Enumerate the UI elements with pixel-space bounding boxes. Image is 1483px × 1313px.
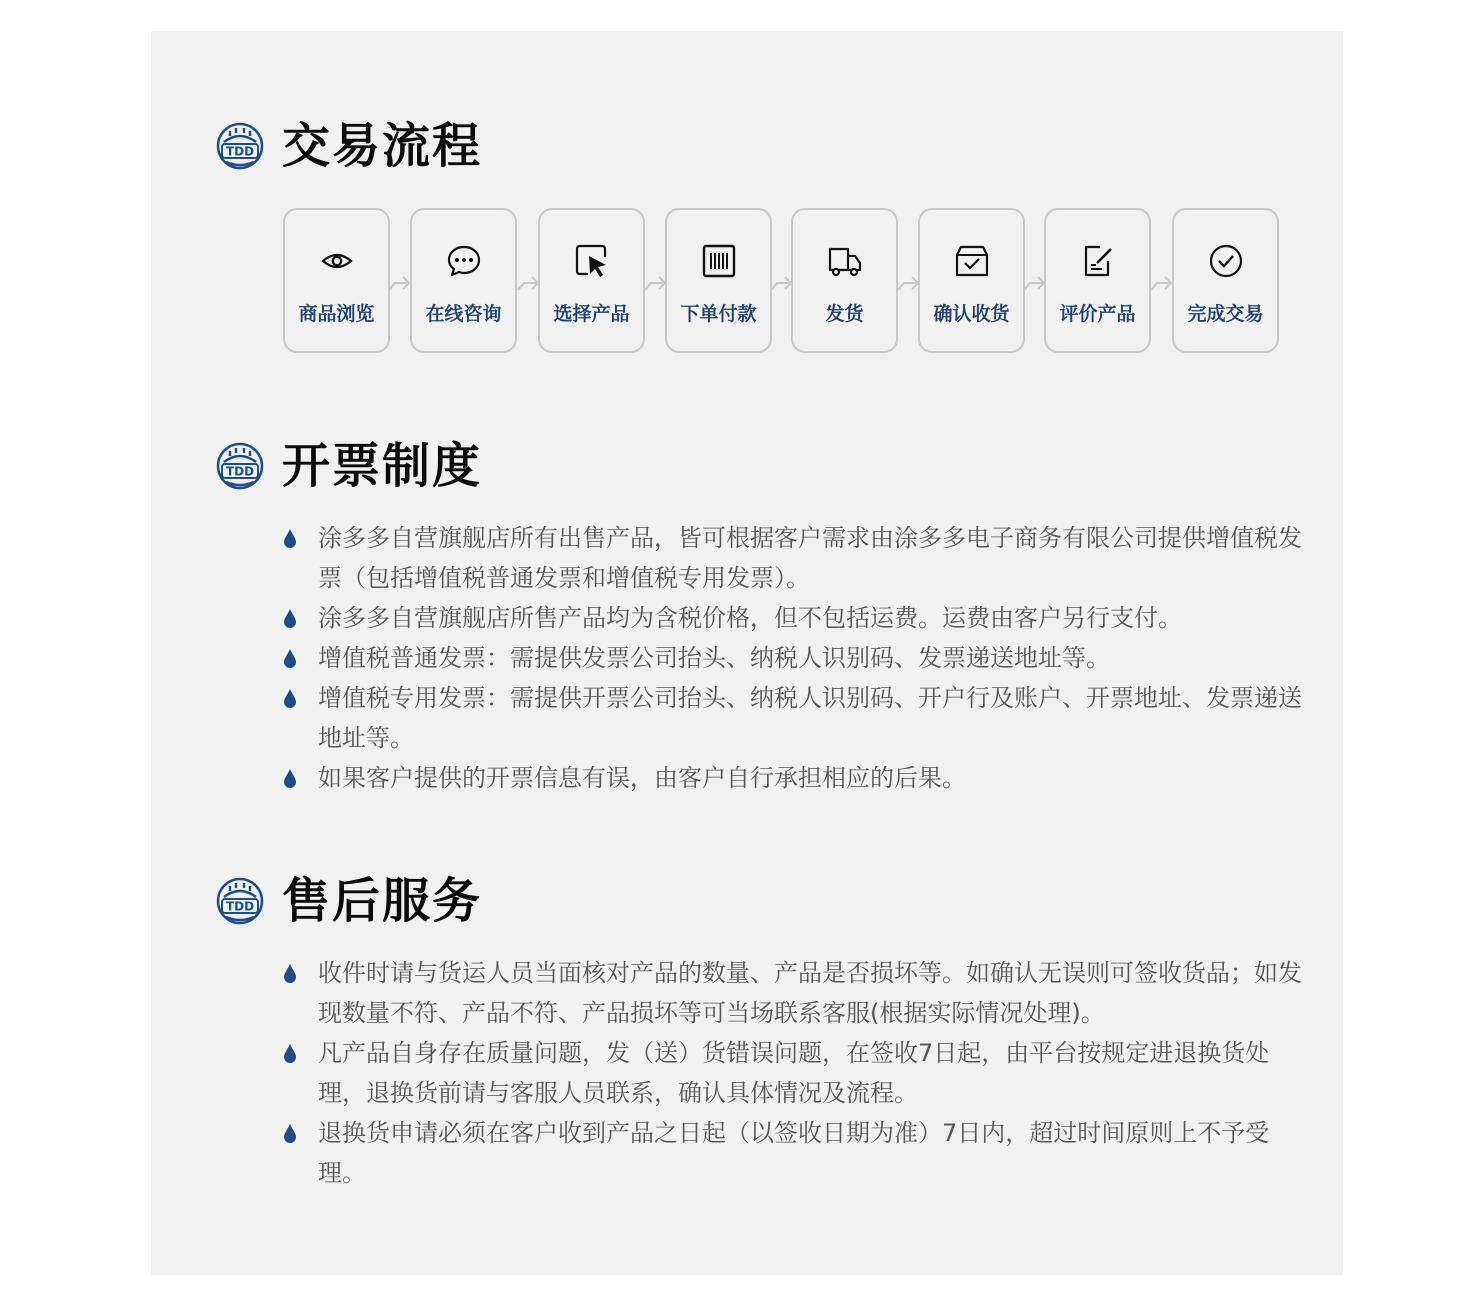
logo-text: TDD	[225, 899, 255, 914]
section-header-invoice	[216, 436, 482, 496]
delivery-truck-icon	[827, 243, 863, 279]
section-header-process	[216, 116, 482, 176]
list-item	[283, 1113, 1303, 1193]
list-item-text: 收件时请与货运人员当面核对产品的数量、产品是否损坏等。如确认无误则可签收货品；如发现数量不符、产品不符、产品损坏等可当场联系客服(根据实际情况处理)。	[318, 959, 1302, 1027]
list-item	[283, 1033, 1303, 1113]
aftersale-policy-list	[283, 953, 1303, 1193]
process-step-label: 确认收货	[933, 303, 1010, 325]
section-title-aftersale: 售后服务	[282, 873, 483, 929]
process-step-review	[1044, 208, 1151, 353]
water-drop-bullet-icon	[283, 688, 297, 709]
list-item-text: 凡产品自身存在质量问题，发（送）货错误问题，在签收7日起，由平台按规定进退换货处理，退换货前请与客服人员联系，确认具体情况及流程。	[318, 1039, 1270, 1107]
water-drop-bullet-icon	[283, 1043, 297, 1064]
list-item	[283, 638, 1303, 678]
list-item	[283, 953, 1303, 1033]
list-item-text: 增值税专用发票：需提供开票公司抬头、纳税人识别码、开户行及账户、开票地址、发票递送地址等。	[318, 684, 1302, 752]
process-step-label: 商品浏览	[298, 303, 375, 325]
water-drop-bullet-icon	[283, 768, 297, 789]
list-item-text: 如果客户提供的开票信息有误，由客户自行承担相应的后果。	[318, 764, 966, 792]
inbox-check-icon	[954, 243, 990, 279]
tdd-logo-icon	[216, 877, 264, 925]
process-step-browse	[283, 208, 390, 353]
process-step-ship	[791, 208, 898, 353]
list-item-text: 退换货申请必须在客户收到产品之日起（以签收日期为准）7日内，超过时间原则上不予受理。	[318, 1119, 1270, 1187]
water-drop-bullet-icon	[283, 648, 297, 669]
process-step-label: 下单付款	[680, 303, 757, 325]
section-title-process: 交易流程	[282, 118, 483, 174]
process-step-select	[538, 208, 645, 353]
water-drop-bullet-icon	[283, 528, 297, 549]
chat-bubble-icon	[446, 243, 482, 279]
list-item	[283, 518, 1303, 598]
logo-text: TDD	[225, 464, 255, 479]
process-step-label: 发货	[825, 303, 864, 325]
process-step-pay	[665, 208, 772, 353]
process-step-consult	[410, 208, 517, 353]
water-drop-bullet-icon	[283, 963, 297, 984]
process-flow	[283, 208, 1283, 356]
process-step-label: 完成交易	[1187, 303, 1264, 325]
cursor-pointer-icon	[574, 243, 610, 279]
check-circle-icon	[1208, 243, 1244, 279]
list-item-text: 涂多多自营旗舰店所有出售产品，皆可根据客户需求由涂多多电子商务有限公司提供增值税发票（包括增值税普通发票和增值税专用发票）。	[318, 524, 1302, 592]
water-drop-bullet-icon	[283, 1123, 297, 1144]
section-title-invoice: 开票制度	[282, 438, 483, 494]
process-step-label: 在线咨询	[425, 303, 502, 325]
list-item-text: 涂多多自营旗舰店所售产品均为含税价格，但不包括运费。运费由客户另行支付。	[318, 604, 1182, 632]
barcode-icon	[701, 243, 737, 279]
process-step-complete	[1172, 208, 1279, 353]
eye-icon	[319, 243, 355, 279]
section-header-aftersale	[216, 871, 482, 931]
invoice-policy-list	[283, 518, 1303, 798]
tdd-logo-icon	[216, 442, 264, 490]
water-drop-bullet-icon	[283, 608, 297, 629]
edit-document-icon	[1080, 243, 1116, 279]
logo-text: TDD	[225, 144, 255, 159]
process-step-label: 选择产品	[553, 303, 630, 325]
list-item-text: 增值税普通发票：需提供发票公司抬头、纳税人识别码、发票递送地址等。	[318, 644, 1110, 672]
list-item	[283, 678, 1303, 758]
process-step-label: 评价产品	[1059, 303, 1136, 325]
tdd-logo-icon	[216, 122, 264, 170]
list-item	[283, 758, 1303, 798]
process-step-receive	[918, 208, 1025, 353]
list-item	[283, 598, 1303, 638]
